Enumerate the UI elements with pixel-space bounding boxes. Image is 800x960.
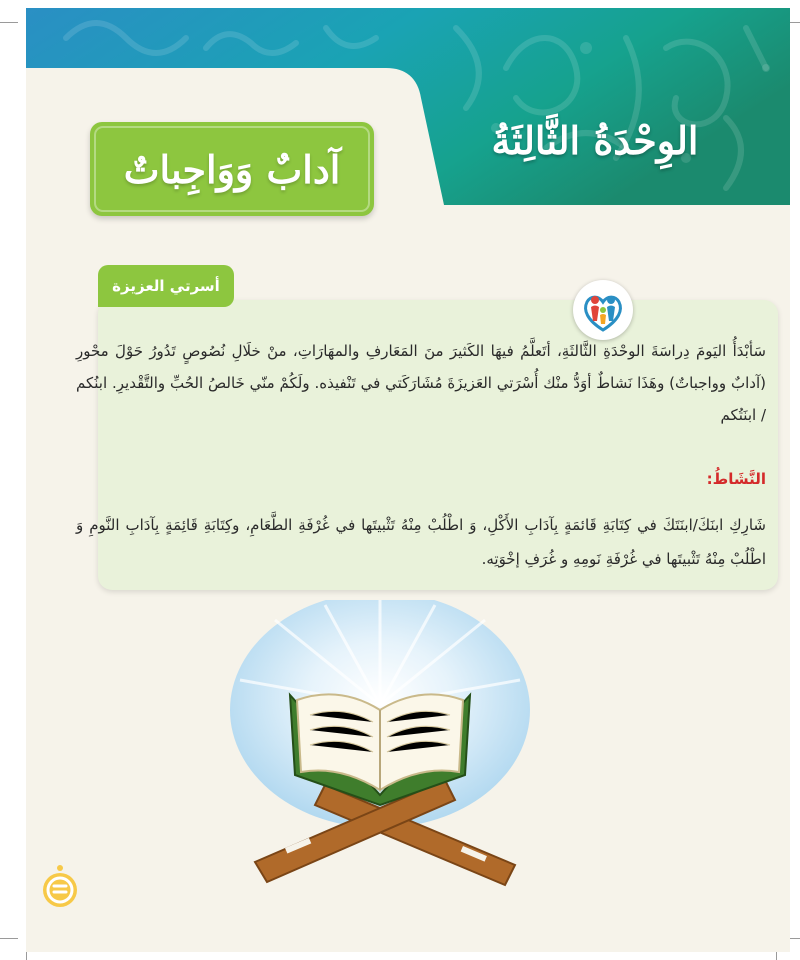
activity-heading: النَّشَاطُ: (706, 470, 766, 488)
open-quran-on-stand-icon (215, 600, 545, 900)
letter-text: سَأبْدَأُ اليَومَ دِراسَةَ الوحْدَةِ الثَّالثَةِ، أتَعلَّمُ فيهَا الكَثيرَ منَ المَعَارفِ والمهَارَاتِ، منْ خلَالِ نُصُوصٍ تَدُورُ حَوْلَ محْورِ (آدابٌ وواجباتٌ) وهَذَا نَشاطٌ أوَدُّ منْك أُسْرَتي العَزيزَةَ مُشَارَكَتي في تَنْفيذه. ولَكُمْ منّي خَالصُ الحُبِّ والتَّقْديرِ. ابنُكم / ابنَتُكم (76, 342, 766, 424)
family-heart-icon (573, 280, 633, 340)
lesson-title: آدابٌ وَوَاجِباتٌ (123, 146, 341, 192)
page-badge-icon (40, 862, 80, 912)
section-label: أسرتي العزيزة (112, 277, 220, 295)
section-tab (98, 265, 234, 307)
unit-title: الوِحْدَةُ الثَّالِثَةُ (491, 118, 699, 163)
crop-mark (0, 938, 18, 939)
lesson-title-box (90, 122, 374, 216)
activity-text: شَارِكِ ابنَكَ/ابنَتَكَ في كِتَابَةِ قَائمَةٍ بِآدَابِ الأَكْلِ، وَ اطْلُبْ مِنْهُ تَثْبيتَها في غُرْفَةِ الطَّعَامِ، وكِتَابَةِ قَائِمَةٍ بِآدَابِ النَّومِ وَ اطْلُبْ مِنْهُ تَثْبيتَها في غُرْفَةِ نَومِهِ و غُرَفِ إخْوَتِه. (76, 516, 766, 568)
crop-mark (0, 22, 18, 23)
